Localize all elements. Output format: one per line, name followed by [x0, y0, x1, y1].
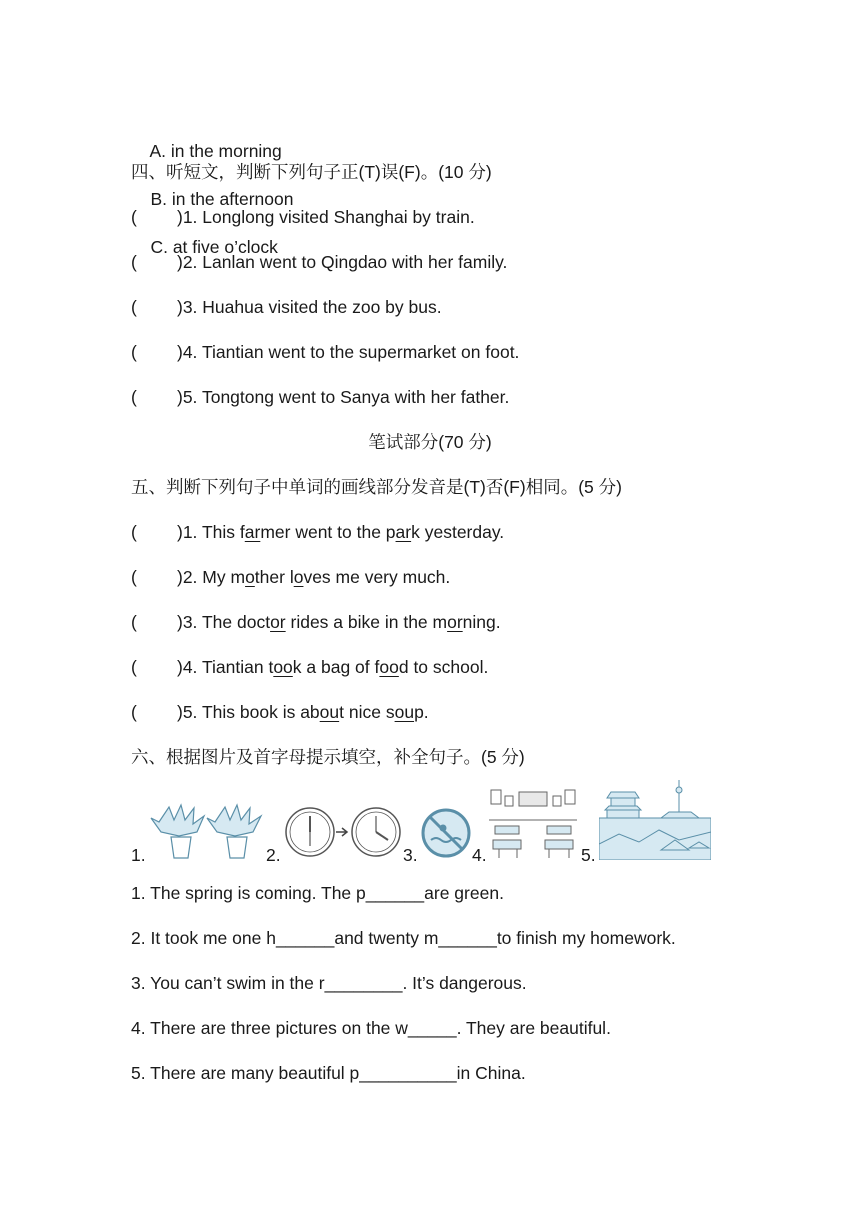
- s5-item-5: ( )5. This book is about nice soup.: [131, 702, 429, 722]
- s6-sentence-5: 5. There are many beautiful p__________in China.: [131, 1063, 526, 1083]
- option-a: A. in the morning: [149, 141, 282, 161]
- potted-plants-icon: [149, 802, 269, 862]
- no-swimming-icon: [419, 806, 473, 860]
- china-landmarks-icon: [599, 780, 711, 860]
- written-part-title: 笔试部分(70 分): [368, 432, 492, 452]
- s5-item-4: ( )4. Tiantian took a bag of food to school.: [131, 657, 489, 677]
- classroom-icon: [489, 780, 577, 860]
- picture-label-1: 1.: [131, 845, 146, 865]
- s4-item-3: ( )3. Huahua visited the zoo by bus.: [131, 297, 442, 317]
- section6-title: 六、根据图片及首字母提示填空，补全句子。(5 分): [131, 747, 525, 767]
- clocks-time-passing-icon: [284, 804, 402, 862]
- picture-label-4: 4.: [472, 845, 487, 865]
- section4-title: 四、听短文，判断下列句子正(T)误(F)。(10 分): [131, 162, 492, 182]
- s6-sentence-2: 2. It took me one h______and twenty m______to finish my homework.: [131, 928, 676, 948]
- option-b: B. in the afternoon: [150, 189, 294, 209]
- s4-item-4: ( )4. Tiantian went to the supermarket on foot.: [131, 342, 520, 362]
- picture-row: [131, 780, 731, 870]
- picture-label-3: 3.: [403, 845, 418, 865]
- s4-item-2: ( )2. Lanlan went to Qingdao with her family.: [131, 252, 508, 272]
- option-c: C. at five o’clock: [150, 237, 278, 257]
- s4-item-1: ( )1. Longlong visited Shanghai by train.: [131, 207, 475, 227]
- s6-sentence-1: 1. The spring is coming. The p______are green.: [131, 883, 504, 903]
- s4-item-5: ( )5. Tongtong went to Sanya with her father.: [131, 387, 510, 407]
- section5-title: 五、判断下列句子中单词的画线部分发音是(T)否(F)相同。(5 分): [131, 477, 622, 497]
- s6-sentence-3: 3. You can’t swim in the r________. It’s dangerous.: [131, 973, 527, 993]
- picture-label-2: 2.: [266, 845, 281, 865]
- s5-item-2: ( )2. My mother loves me very much.: [131, 567, 451, 587]
- picture-label-5: 5.: [581, 845, 596, 865]
- s6-sentence-4: 4. There are three pictures on the w_____. They are beautiful.: [131, 1018, 611, 1038]
- s5-item-3: ( )3. The doctor rides a bike in the morning.: [131, 612, 501, 632]
- s5-item-1: ( )1. This farmer went to the park yesterday.: [131, 522, 505, 542]
